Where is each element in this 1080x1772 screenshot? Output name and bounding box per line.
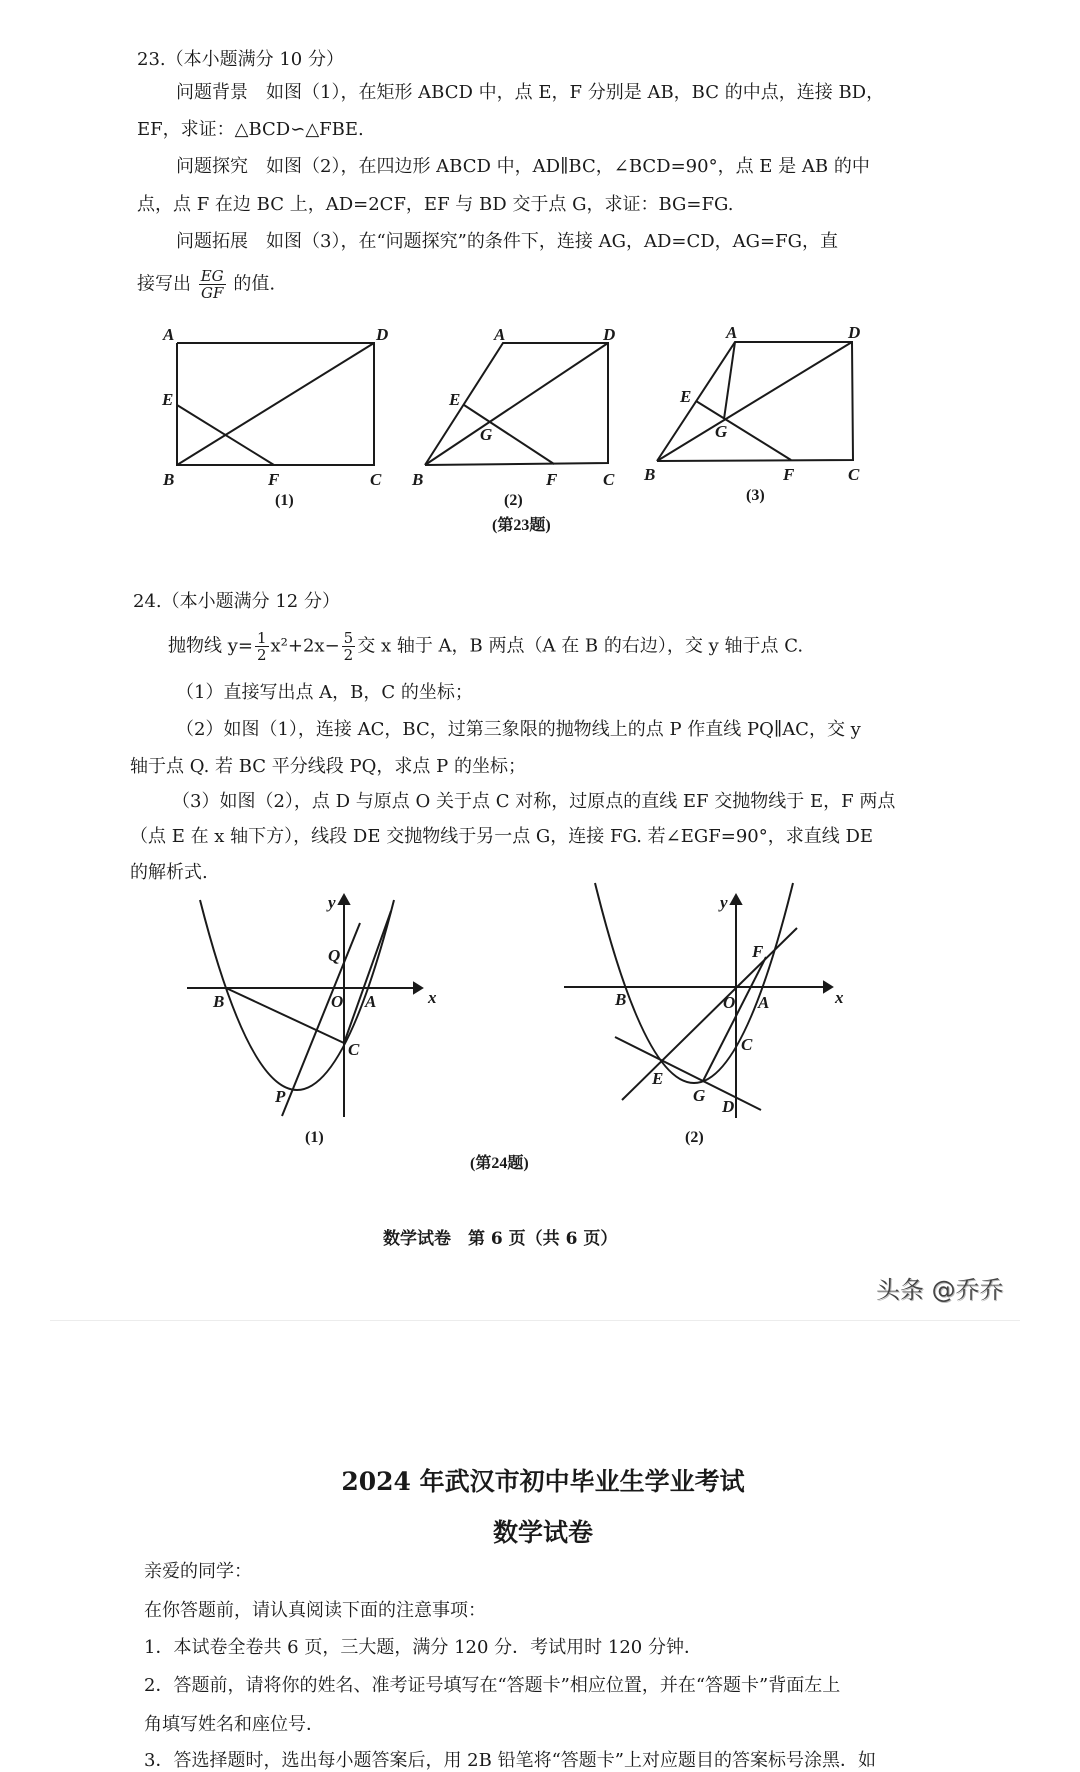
intro: 在你答题前，请认真阅读下面的注意事项：: [144, 1600, 486, 1621]
q23-line: 问题拓展 如图（3），在“问题探究”的条件下，连接 AG，AD=CD，AG=FG，直: [176, 231, 838, 252]
label-b: B: [644, 465, 656, 484]
label-d: D: [722, 1097, 735, 1116]
figure-caption: (2): [504, 492, 523, 509]
label-f: F: [268, 470, 280, 489]
q23-header: 23.（本小题满分 10 分）: [137, 49, 344, 70]
q23-line: 问题探究 如图（2），在四边形 ABCD 中，AD∥BC，∠BCD=90°，点 E 是 AB 的中: [176, 156, 870, 177]
label-c: C: [848, 465, 860, 484]
q24-figure-2: [564, 883, 844, 1146]
label-p: P: [275, 1087, 286, 1106]
label-b: B: [615, 990, 627, 1009]
q23-figure-2: [411, 325, 615, 534]
label-a: A: [726, 323, 738, 342]
q24-line: （点 E 在 x 轴下方），线段 DE 交抛物线于另一点 G，连接 FG. 若∠EGF=90°，求直线 DE: [130, 826, 874, 847]
segment-ef: [696, 401, 791, 460]
q24-figure-1: [187, 893, 529, 1172]
label-x: x: [835, 988, 844, 1007]
label-a: A: [758, 993, 770, 1012]
label-c: C: [370, 470, 382, 489]
q24-header: 24.（本小题满分 12 分）: [133, 591, 340, 612]
q24-line: （2）如图（1），连接 AC，BC，过第三象限的抛物线上的点 P 作直线 PQ∥AC，交 y: [176, 719, 861, 740]
label-b: B: [412, 470, 424, 489]
label-f: F: [783, 465, 795, 484]
figure-title: (第23题): [492, 517, 551, 534]
q23-figure-1: [161, 325, 388, 509]
label-g: G: [480, 425, 493, 444]
label-q: Q: [328, 946, 341, 965]
line-de: [615, 1037, 761, 1110]
y-axis-arrow-icon: [731, 895, 741, 904]
q24-line: 轴于点 Q. 若 BC 平分线段 PQ，求点 P 的坐标；: [130, 756, 526, 777]
q24-line: （3）如图（2），点 D 与原点 O 关于点 C 对称，过原点的直线 EF 交抛物线于 E，F 两点: [172, 791, 896, 812]
label-a: A: [163, 325, 175, 344]
label-a: A: [365, 992, 377, 1011]
segment-bd: [177, 343, 374, 465]
figure-title: (第24题): [470, 1155, 529, 1172]
label-d: D: [603, 325, 616, 344]
label-f: F: [546, 470, 558, 489]
y-axis-arrow-icon: [339, 895, 349, 904]
label-o: O: [331, 992, 344, 1011]
label-y: y: [328, 893, 336, 912]
watermark: 头条 @乔乔: [876, 1276, 1004, 1304]
figure-caption: (1): [305, 1129, 324, 1146]
q23-line: 点，点 F 在边 BC 上，AD=2CF，EF 与 BD 交于点 G，求证：BG=FG.: [137, 194, 734, 215]
label-o: O: [723, 993, 736, 1012]
q23-last-prefix: 接写出: [137, 273, 191, 295]
label-g: G: [693, 1086, 706, 1105]
label-e: E: [449, 390, 461, 409]
fraction-denominator: 2: [343, 646, 354, 664]
x-axis-arrow-icon: [824, 982, 832, 992]
page-footer: 数学试卷 第 6 页（共 6 页）: [383, 1229, 618, 1249]
fraction-numerator: EG: [200, 267, 224, 285]
q23-last-suffix: 的值.: [233, 273, 276, 295]
fraction-numerator: 5: [343, 629, 354, 647]
label-d: D: [376, 325, 389, 344]
line-ac: [344, 911, 391, 1043]
notice-item: 角填写姓名和座位号．: [144, 1714, 324, 1735]
eq-prefix: 抛物线 y=: [168, 635, 253, 657]
exam-subtitle: 数学试卷: [492, 1518, 593, 1547]
notice-item: 3．答选择题时，选出每小题答案后，用 2B 铅笔将“答题卡”上对应题目的答案标号涂黑．如: [144, 1750, 876, 1771]
q24-line: 的解析式.: [130, 862, 208, 883]
eq-mid: x²+2x−: [270, 635, 340, 657]
label-g: G: [715, 422, 728, 441]
q23-line: EF，求证：△BCD∽△FBE.: [137, 119, 364, 140]
fraction-denominator: GF: [201, 284, 224, 302]
label-e: E: [652, 1069, 664, 1088]
label-c: C: [741, 1035, 753, 1054]
fraction-numerator: 1: [256, 629, 267, 647]
segment-ef: [464, 405, 554, 464]
notice-item: 2．答题前，请将你的姓名、准考证号填写在“答题卡”相应位置，并在“答题卡”背面左上: [144, 1675, 841, 1696]
fraction-denominator: 2: [256, 646, 267, 664]
figure-caption: (3): [746, 487, 765, 504]
label-c: C: [603, 470, 615, 489]
q24-line: （1）直接写出点 A，B，C 的坐标；: [176, 682, 473, 703]
label-x: x: [428, 988, 437, 1007]
eq-suffix: 交 x 轴于 A，B 两点（A 在 B 的右边），交 y 轴于点 C.: [357, 635, 804, 657]
segment-fg: [703, 957, 766, 1081]
figure-caption: (1): [275, 492, 294, 509]
label-d: D: [848, 323, 861, 342]
label-e: E: [680, 387, 692, 406]
notice-item: 1．本试卷全卷共 6 页，三大题，满分 120 分．考试用时 120 分钟．: [144, 1637, 702, 1658]
parabola: [595, 883, 793, 1083]
q23-line: 问题背景 如图（1），在矩形 ABCD 中，点 E，F 分别是 AB，BC 的中点，连接 BD，: [176, 82, 885, 103]
label-f: F: [752, 942, 764, 961]
label-y: y: [720, 893, 728, 912]
exam-title: 2024 年武汉市初中毕业生学业考试: [341, 1467, 745, 1496]
label-b: B: [163, 470, 175, 489]
q23-figure-3: [643, 323, 860, 504]
greeting: 亲爱的同学：: [144, 1561, 252, 1582]
label-e: E: [162, 390, 174, 409]
segment-ag: [724, 342, 735, 419]
page-separator: [50, 1320, 1020, 1321]
label-a: A: [494, 325, 506, 344]
figure-caption: (2): [685, 1129, 704, 1146]
line-ef: [622, 928, 797, 1100]
x-axis-arrow-icon: [414, 983, 422, 993]
label-b: B: [213, 992, 225, 1011]
label-c: C: [348, 1040, 360, 1059]
